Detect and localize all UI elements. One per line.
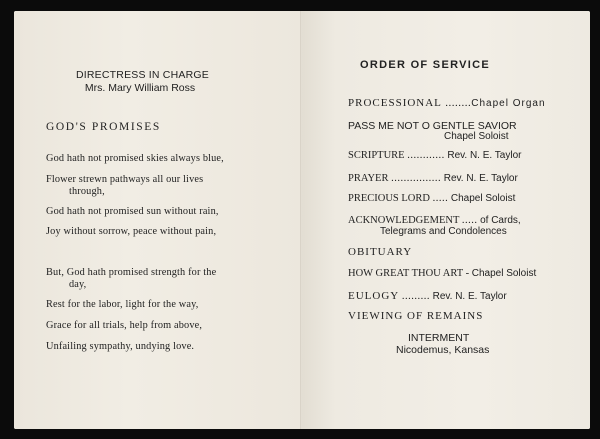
leader-dots: ..... [461, 215, 478, 226]
service-item-performer: Chapel Soloist [450, 193, 516, 204]
service-item-performer: Chapel Soloist [471, 268, 537, 279]
leader-dots: ................ [391, 173, 442, 184]
leader-dots: ............ [407, 150, 445, 161]
service-item-label: PRAYER [348, 173, 389, 184]
interment-label: INTERMENT [408, 332, 470, 344]
service-item-performer-line2: Telegrams and Condolences [380, 226, 507, 237]
directress-name: Mrs. Mary William Ross [84, 82, 196, 94]
service-item-performer: Rev. N. E. Taylor [447, 150, 522, 161]
poem-title: GOD'S PROMISES [46, 121, 161, 133]
poem-line: Grace for all trials, help from above, [46, 320, 203, 331]
poem-line: God hath not promised sun without rain, [46, 206, 219, 217]
service-item-hymn-3 [348, 268, 536, 279]
service-item-processional [348, 97, 546, 109]
center-fold [300, 11, 302, 429]
service-item-label: EULOGY [348, 290, 400, 302]
leader-dots: ......... [401, 291, 430, 302]
poem-line: through, [69, 186, 105, 197]
poem-line: Joy without sorrow, peace without pain, [46, 226, 217, 237]
poem-line: God hath not promised skies always blue, [46, 153, 224, 164]
directress-title: DIRECTRESS IN CHARGE [76, 69, 209, 81]
service-item-label: PASS ME NOT O GENTLE SAVIOR [348, 120, 517, 132]
poem-line: But, God hath promised strength for the [46, 267, 217, 278]
poem-line: Rest for the labor, light for the way, [46, 299, 199, 310]
service-item-obituary: OBITUARY [348, 246, 413, 258]
leader-dots: ........ [445, 97, 472, 109]
separator: - [462, 268, 472, 279]
service-item-label: PROCESSIONAL [348, 97, 442, 109]
service-item-label: SCRIPTURE [348, 150, 405, 161]
service-item-eulogy [348, 290, 507, 302]
service-item-hymn-2 [348, 193, 515, 204]
service-item-performer: Rev. N. E. Taylor [443, 173, 518, 184]
service-item-label: ACKNOWLEDGEMENT [348, 215, 460, 226]
service-item-performer: Rev. N. E. Taylor [432, 291, 507, 302]
interment-location: Nicodemus, Kansas [396, 344, 490, 356]
service-item-scripture [348, 150, 521, 161]
service-item-prayer [348, 173, 518, 184]
poem-line: Flower strewn pathways all our lives [46, 174, 204, 185]
service-item-performer: Chapel Soloist [444, 131, 509, 142]
service-item-viewing: VIEWING OF REMAINS [348, 310, 484, 322]
service-item-performer: Chapel Organ [471, 98, 546, 109]
leader-dots: ..... [432, 193, 449, 204]
poem-line: day, [69, 279, 87, 290]
poem-line: Unfailing sympathy, undying love. [46, 341, 195, 352]
service-item-label: HOW GREAT THOU ART [348, 268, 463, 279]
service-item-acknowledgement [348, 215, 521, 226]
service-item-performer: of Cards, [480, 215, 521, 226]
order-of-service-title: ORDER OF SERVICE [360, 59, 491, 71]
service-item-label: PRECIOUS LORD [348, 193, 430, 204]
